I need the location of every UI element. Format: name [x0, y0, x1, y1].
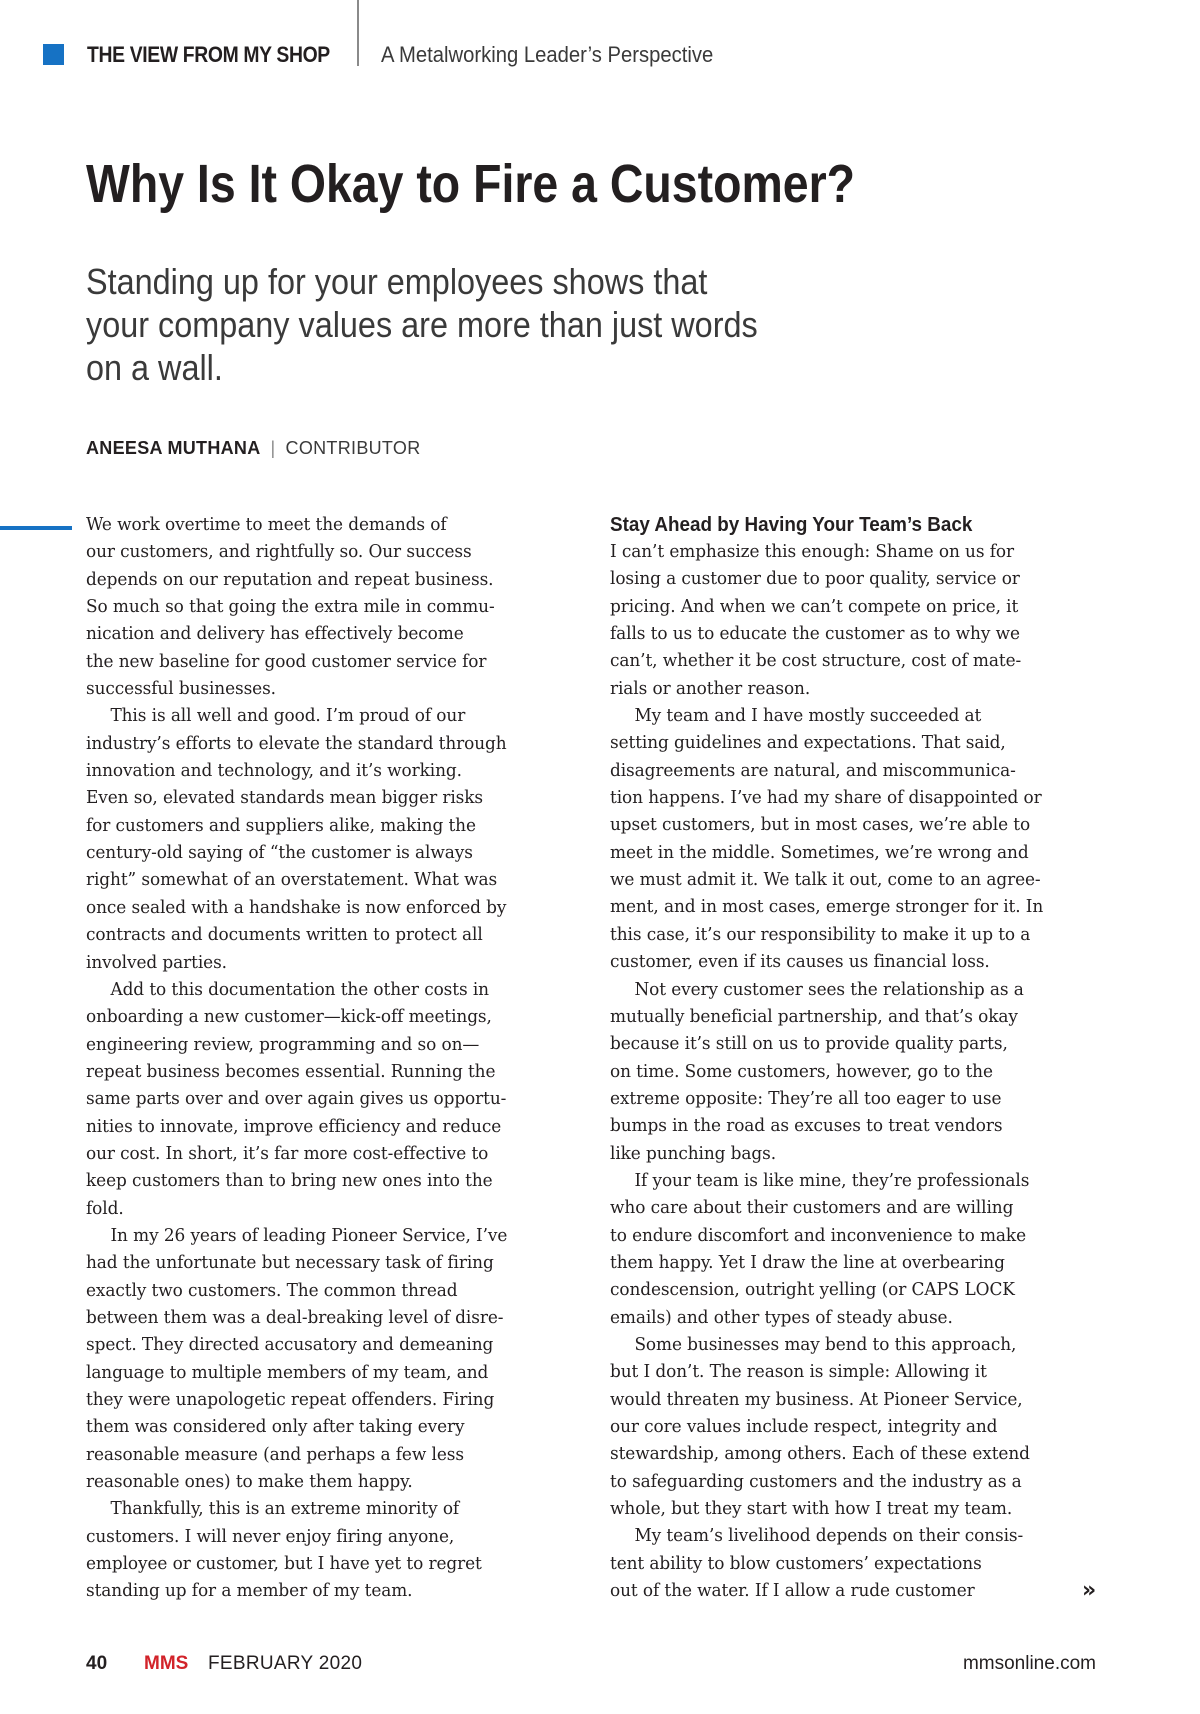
body-text-line: had the unfortunate but necessary task of firing [86, 1252, 494, 1274]
body-text-line: If your team is like mine, they’re professionals [634, 1169, 1030, 1191]
body-text-line: once sealed with a handshake is now enforced by [86, 896, 507, 918]
magazine-name: MMS [144, 1653, 189, 1674]
body-text-line: engineering review, programming and so on— [86, 1033, 480, 1055]
body-text-line: onboarding a new customer—kick-off meetings, [86, 1006, 492, 1028]
body-text-line: tion happens. I’ve had my share of disappointed or [610, 787, 1042, 809]
author-role: CONTRIBUTOR [285, 438, 421, 458]
body-text-line: emails) and other types of steady abuse. [610, 1306, 953, 1328]
body-text-line: mutually beneficial partnership, and that’s okay [610, 1005, 1018, 1027]
website-url: mmsonline.com [962, 1653, 1096, 1674]
body-text-line: industry’s efforts to elevate the standard through [86, 732, 507, 754]
body-text-line: because it’s still on us to provide quality parts, [610, 1033, 1008, 1055]
body-text-line: I can’t emphasize this enough: Shame on us for [610, 541, 1014, 562]
body-text-line: this case, it’s our responsibility to make it up to a [610, 923, 1031, 945]
body-text-line: involved parties. [86, 951, 227, 973]
body-text-line: stewardship, among others. Each of these extend [610, 1443, 1030, 1465]
body-text-line: to safeguarding customers and the industry as a [610, 1470, 1022, 1492]
byline [86, 438, 421, 459]
body-text-line: them was considered only after taking every [86, 1416, 465, 1438]
body-text-line: can’t, whether it be cost structure, cost of mate- [610, 650, 1022, 672]
body-text-line: out of the water. If I allow a rude customer [610, 1580, 975, 1602]
right-column [610, 511, 1090, 1604]
body-text-line: language to multiple members of my team, and [86, 1361, 489, 1383]
body-text-line: nication and delivery has effectively become [86, 623, 464, 645]
continue-arrow-icon: » [1082, 1578, 1097, 1603]
body-text-line: Add to this documentation the other costs in [110, 978, 489, 1000]
section-marker-square [43, 44, 64, 65]
section-title: THE VIEW FROM MY SHOP [87, 42, 330, 67]
body-text-line: customer, even if its causes us financial loss. [610, 951, 990, 973]
body-text-line: our customers, and rightfully so. Our success [86, 541, 472, 563]
body-text-line: they were unapologetic repeat offenders. Firing [86, 1389, 495, 1410]
body-text-line: ment, and in most cases, emerge stronger for it. In [610, 896, 1044, 918]
section-header [43, 40, 803, 76]
body-text-line: tent ability to blow customers’ expectations [610, 1552, 982, 1574]
deck-line: Standing up for your employees shows that [86, 261, 708, 302]
accent-rule [0, 526, 72, 530]
page-number: 40 [86, 1653, 108, 1674]
body-text-line: meet in the middle. Sometimes, we’re wrong and [610, 841, 1029, 863]
body-text-line: disagreements are natural, and miscommunica- [610, 759, 1016, 781]
body-text-line: to endure discomfort and inconvenience to make [610, 1224, 1026, 1246]
body-text-line: right” somewhat of an overstatement. What was [86, 869, 498, 891]
body-text-line: between them was a deal-breaking level of disre- [86, 1306, 504, 1328]
body-text-line: repeat business becomes essential. Running the [86, 1060, 496, 1082]
author-name: ANEESA MUTHANA [86, 438, 261, 458]
body-text-line: the new baseline for good customer service for [86, 650, 487, 672]
body-text-line: reasonable measure (and perhaps a few less [86, 1443, 464, 1465]
body-text-line: employee or customer, but I have yet to regret [86, 1553, 482, 1575]
section-divider [357, 0, 359, 66]
body-text-line: century-old saying of “the customer is always [86, 842, 473, 864]
body-text-line: on time. Some customers, however, go to the [610, 1060, 993, 1082]
body-text-line: pricing. And when we can’t compete on price, it [610, 595, 1019, 617]
body-text-line: whole, but they start with how I treat my team. [610, 1498, 1013, 1520]
deck-line: on a wall. [86, 347, 223, 388]
body-text-line: condescension, outright yelling (or CAPS LOCK [610, 1279, 1015, 1301]
section-subtitle: A Metalworking Leader’s Perspective [381, 42, 714, 67]
deck-line: your company values are more than just words [86, 304, 758, 345]
body-text-line: rials or another reason. [610, 677, 811, 699]
body-text-line: our core values include respect, integrity and [610, 1416, 998, 1437]
body-text-line: them happy. Yet I draw the line at overbearing [610, 1251, 1005, 1273]
body-text-line: keep customers than to bring new ones into the [86, 1170, 493, 1192]
article-headline: Why Is It Okay to Fire a Customer? [86, 154, 856, 214]
body-text-line: bumps in the road as excuses to treat vendors [610, 1115, 1003, 1137]
page-footer [86, 1653, 1096, 1681]
body-text-line: exactly two customers. The common thread [86, 1279, 458, 1301]
body-text-line: extreme opposite: They’re all too eager to use [610, 1087, 1002, 1109]
body-text-line: customers. I will never enjoy firing anyone, [86, 1525, 455, 1547]
body-text-line: like punching bags. [610, 1142, 777, 1164]
body-text-line: upset customers, but in most cases, we’re able to [610, 814, 1031, 836]
body-text-line: setting guidelines and expectations. That said, [610, 732, 1006, 754]
body-text-line: My team’s livelihood depends on their consis- [634, 1525, 1024, 1547]
body-text-line: our cost. In short, it’s far more cost-effective to [86, 1142, 489, 1164]
body-text-line: for customers and suppliers alike, making the [86, 814, 476, 836]
body-text-line: spect. They directed accusatory and demeaning [86, 1334, 494, 1356]
body-text-line: contracts and documents written to protect all [86, 924, 483, 946]
body-text-line: So much so that going the extra mile in commu- [86, 596, 495, 618]
body-text-line: successful businesses. [86, 678, 276, 700]
byline-separator: | [270, 438, 276, 458]
body-text-line: who care about their customers and are willing [610, 1197, 1014, 1219]
left-column [86, 511, 566, 1605]
body-text-line: innovation and technology, and it’s working. [86, 760, 462, 782]
body-text-line: standing up for a member of my team. [86, 1580, 413, 1602]
section-subheading: Stay Ahead by Having Your Team’s Back [610, 513, 973, 536]
body-text-line: reasonable ones) to make them happy. [86, 1471, 413, 1493]
body-text-line: Thankfully, this is an extreme minority of [110, 1498, 460, 1520]
body-text-line: Some businesses may bend to this approach, [634, 1333, 1017, 1355]
body-text-line: In my 26 years of leading Pioneer Service, I’ve [110, 1224, 508, 1246]
article-deck [86, 260, 770, 389]
body-text-line: losing a customer due to poor quality, service or [610, 568, 1020, 590]
issue-date: FEBRUARY 2020 [208, 1653, 363, 1674]
body-text-line: This is all well and good. I’m proud of our [110, 705, 466, 727]
body-text-line: We work overtime to meet the demands of [86, 514, 447, 535]
body-text-line: same parts over and over again gives us opportu- [86, 1088, 507, 1110]
body-text-line: we must admit it. We talk it out, come to an agree- [610, 869, 1041, 891]
body-text-line: nities to innovate, improve efficiency and reduce [86, 1115, 502, 1137]
body-text-line: My team and I have mostly succeeded at [634, 705, 982, 727]
body-text-line: would threaten my business. At Pioneer Service, [610, 1388, 1023, 1410]
body-text-line: falls to us to educate the customer as to why we [610, 623, 1020, 645]
body-text-line: Even so, elevated standards mean bigger risks [86, 787, 484, 809]
body-text-line: Not every customer sees the relationship as a [634, 978, 1024, 1000]
body-text-line: but I don’t. The reason is simple: Allowing it [610, 1361, 987, 1383]
body-text-line: fold. [86, 1197, 124, 1219]
body-text-line: depends on our reputation and repeat business. [86, 568, 494, 590]
